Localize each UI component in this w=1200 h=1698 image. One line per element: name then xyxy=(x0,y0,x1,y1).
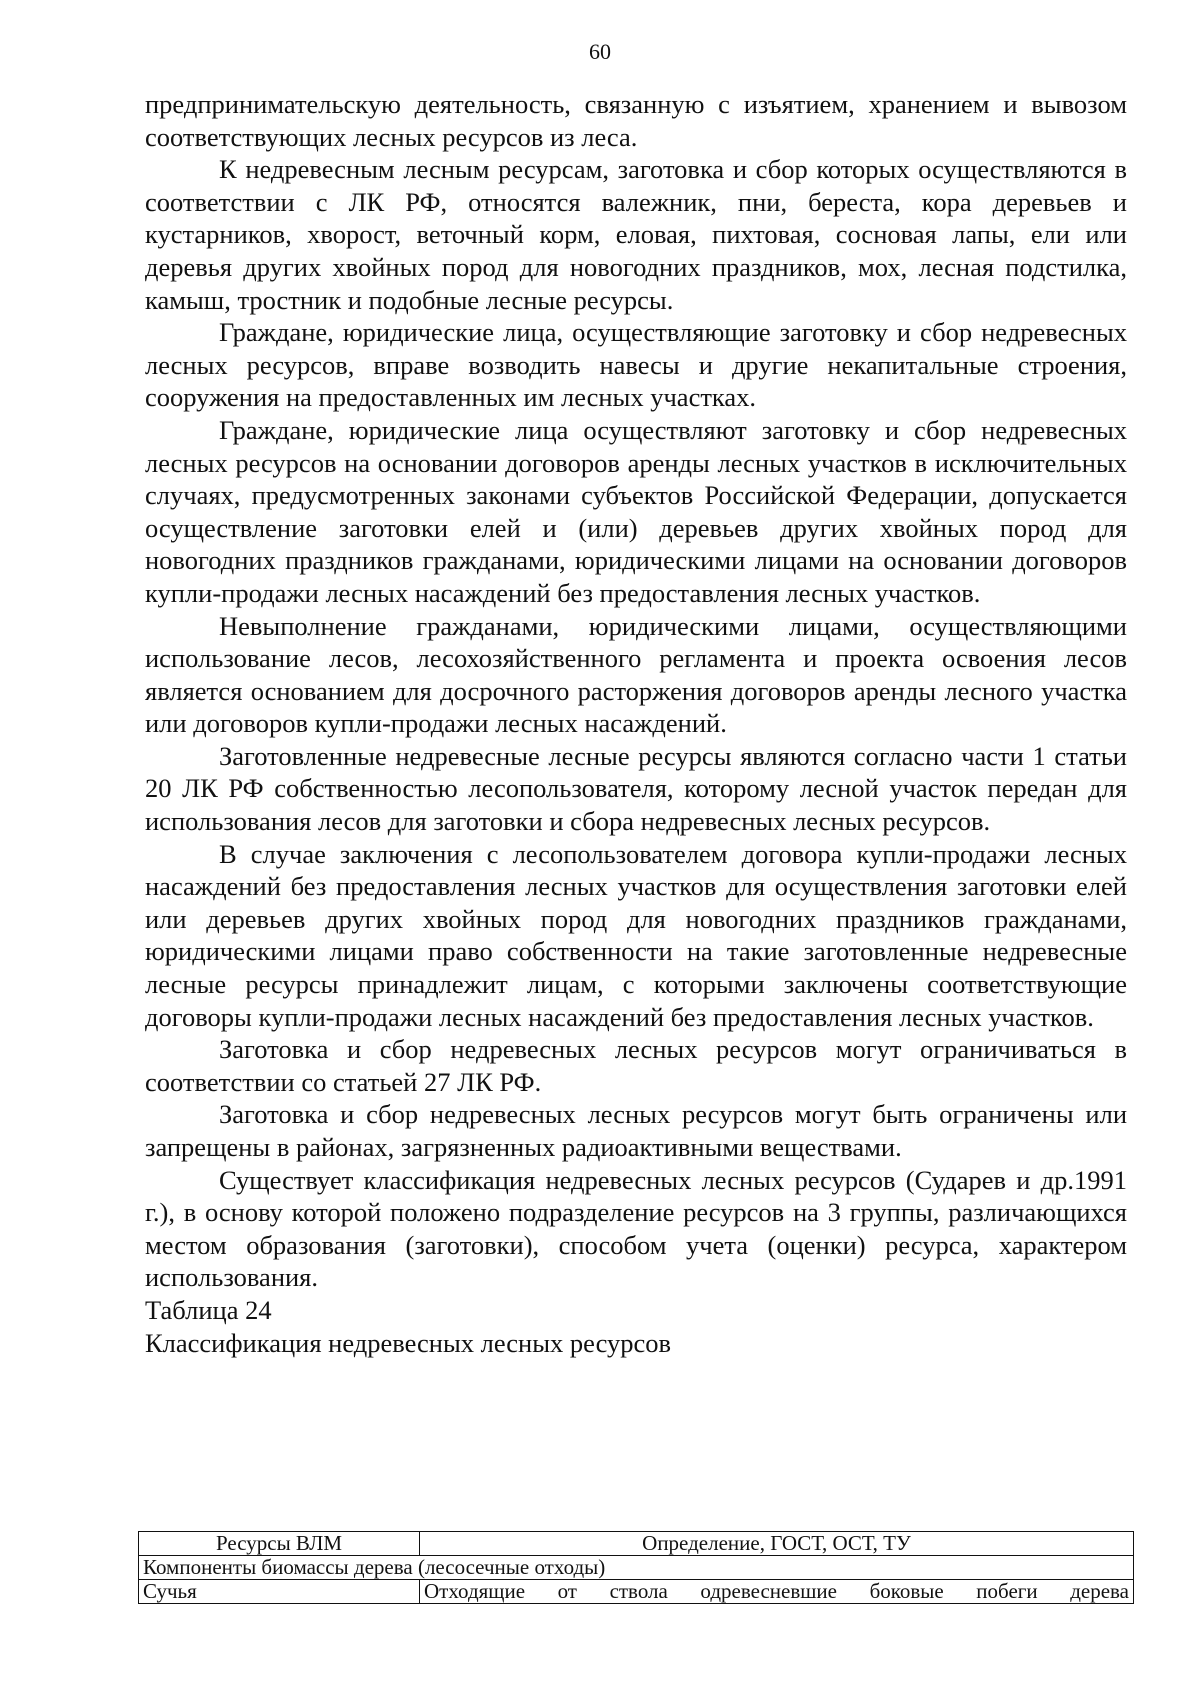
table-section-cell: Компоненты биомассы дерева (лесосечные отходы) xyxy=(139,1556,1134,1580)
paragraph: В случае заключения с лесопользователем договора купли-продажи лесных насаждений без предоставления лесных участков для осуществления заготовки елей или деревьев других хвойных пород для новогодних праздников гражданами, юридическими лицами право собственности на такие заготовленные недревесные лесные ресурсы принадлежит лицам, с которыми заключены соответствующие договоры купли-продажи лесных насаждений без предоставления лесных участков. xyxy=(145,838,1127,1032)
classification-table xyxy=(138,1531,1134,1604)
paragraph: Заготовка и сбор недревесных лесных ресурсов могут быть ограничены или запрещены в районах, загрязненных радиоактивными веществами. xyxy=(145,1099,1127,1162)
table-header-cell: Ресурсы ВЛМ xyxy=(139,1532,420,1556)
body-text xyxy=(145,88,1127,1359)
table-row xyxy=(139,1580,1134,1604)
paragraph: Невыполнение гражданами, юридическими лицами, осуществляющими использование лесов, лесохозяйственного регламента и проекта освоения лесов является основанием для досрочного расторжения договоров аренды лесного участка или договоров купли-продажи лесных насаждений. xyxy=(145,610,1127,739)
table-cell: Отходящие от ствола одревесневшие боковые побеги дерева xyxy=(420,1580,1134,1604)
table-cell: Сучья xyxy=(139,1580,420,1604)
page-number: 60 xyxy=(589,39,611,64)
paragraph: К недревесным лесным ресурсам, заготовка и сбор которых осуществляются в соответствии с ЛК РФ, относятся валежник, пни, береста, кора деревьев и кустарников, хворост, веточный корм, еловая, пихтовая, сосновая лапы, ели или деревья других хвойных пород для новогодних праздников, мох, лесная подстилка, камыш, тростник и подобные лесные ресурсы. xyxy=(145,154,1127,315)
paragraph: Граждане, юридические лица, осуществляющие заготовку и сбор недревесных лесных ресурсов, вправе возводить навесы и другие некапитальные строения, сооружения на предоставленных им лесных участках. xyxy=(145,317,1127,413)
table-section-row xyxy=(139,1556,1134,1580)
table-header-cell: Определение, ГОСТ, ОСТ, ТУ xyxy=(420,1532,1134,1556)
table-title: Классификация недревесных лесных ресурсов xyxy=(145,1327,672,1358)
paragraph: Заготовка и сбор недревесных лесных ресурсов могут ограничиваться в соответствии со статьей 27 ЛК РФ. xyxy=(145,1034,1127,1097)
paragraph: Граждане, юридические лица осуществляют заготовку и сбор недревесных лесных ресурсов на основании договоров аренды лесных участков в исключительных случаях, предусмотренных законами субъектов Российской Федерации, допускается осуществление заготовки елей и (или) деревьев других хвойных пород для новогодних праздников гражданами, юридическими лицами на основании договоров купли-продажи лесных насаждений без предоставления лесных участков. xyxy=(145,414,1127,608)
table-header-row xyxy=(139,1532,1134,1556)
table-label: Таблица 24 xyxy=(145,1294,272,1325)
paragraph: Существует классификация недревесных лесных ресурсов (Сударев и др.1991 г.), в основу которой положено подразделение ресурсов на 3 группы, различающихся местом образования (заготовки), способом учета (оценки) ресурса, характером использования. xyxy=(145,1164,1127,1293)
paragraph: Заготовленные недревесные лесные ресурсы являются согласно части 1 статьи 20 ЛК РФ собственностью лесопользователя, которому лесной участок передан для использования лесов для заготовки и сбора недревесных лесных ресурсов. xyxy=(145,740,1127,837)
paragraph-continuation: предпринимательскую деятельность, связанную с изъятием, хранением и вывозом соответствующих лесных ресурсов из леса. xyxy=(145,89,1127,152)
